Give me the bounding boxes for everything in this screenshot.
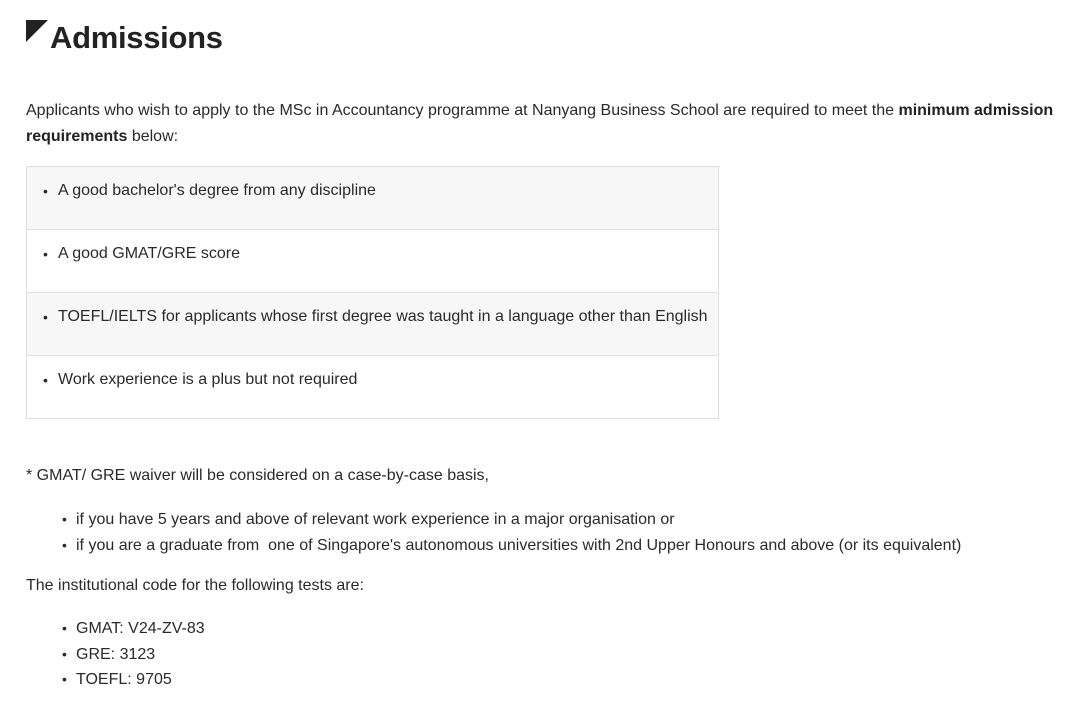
requirement-text: A good GMAT/GRE score [58,245,240,262]
bullet-icon: • [43,372,48,388]
list-item [62,509,961,535]
requirement-text: TOEFL/IELTS for applicants whose first degree was taught in a language other than English [58,308,708,325]
bullet-icon: • [62,620,67,636]
section-heading [26,18,223,58]
test-code-text: GMAT: V24-ZV-83 [76,620,205,637]
waiver-note: * GMAT/ GRE waiver will be considered on a case-by-case basis, [26,467,489,484]
test-code-text: GRE: 3123 [76,645,156,663]
bullet-icon: • [62,536,67,553]
list-item [62,669,205,695]
intro-text-after: below: [127,128,179,145]
bullet-icon: • [43,246,48,262]
bullet-icon: • [62,671,67,687]
waiver-conditions-list [62,509,961,560]
table-row [27,293,719,356]
bullet-icon: • [62,645,67,662]
list-item [62,618,205,644]
bullet-icon: • [62,511,67,527]
intro-bold-text: minimum admission requirements [26,102,1054,145]
table-cell [27,356,719,419]
table-row [27,230,719,293]
table-cell [27,167,719,230]
requirement-text: A good bachelor's degree from any discipline [58,182,376,199]
list-item [62,535,961,561]
bullet-icon: • [43,183,48,199]
waiver-condition-text: if you are a graduate from one of Singapore's autonomous universities with 2nd Upper Honours and above (or its equivalent) [76,536,962,554]
requirement-text: Work experience is a plus but not required [58,371,358,388]
codes-intro: The institutional code for the following tests are: [26,577,364,594]
page-title: Admissions [50,20,223,55]
table-row [27,167,719,230]
waiver-condition-text: if you have 5 years and above of relevant work experience in a major organisation or [76,511,675,528]
intro-text-before: Applicants who wish to apply to the MSc in Accountancy programme at Nanyang Business School are required to meet the [26,102,899,119]
test-codes-list [62,618,205,695]
table-row [27,356,719,419]
requirements-table [26,166,719,419]
intro-paragraph [26,98,1066,150]
list-item [62,644,205,670]
table-cell [27,293,719,356]
bullet-icon: • [43,309,48,325]
table-cell [27,230,719,293]
corner-triangle-icon [26,20,48,42]
test-code-text: TOEFL: 9705 [76,671,172,688]
